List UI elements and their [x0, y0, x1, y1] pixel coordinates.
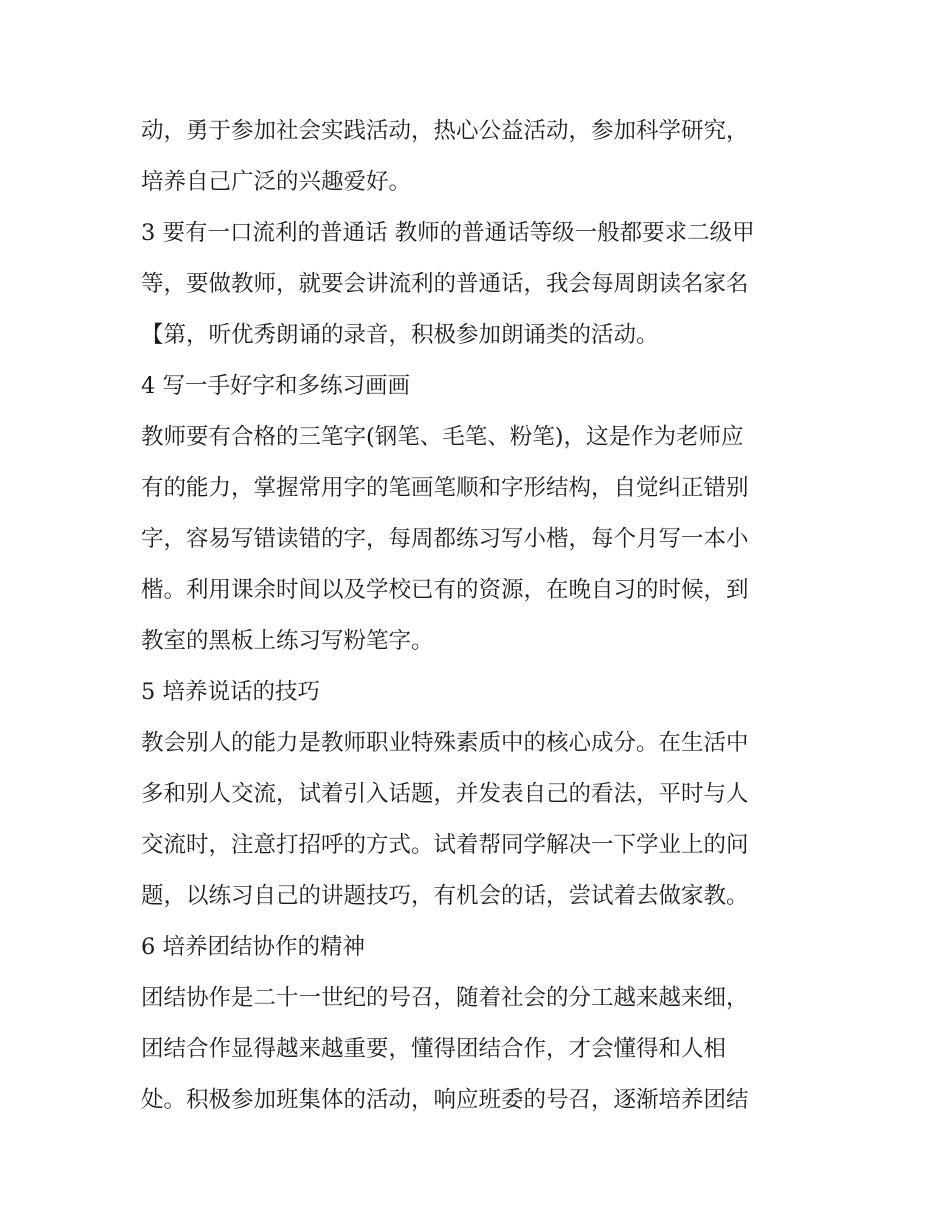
text-line: 【第，听优秀朗诵的录音，积极参加朗诵类的活动。: [141, 322, 659, 348]
section-heading: 6 培养团结协作的精神: [141, 934, 365, 960]
section-heading: 4 写一手好字和多练习画画: [141, 373, 410, 399]
text-line: 动，勇于参加社会实践活动，热心公益活动，参加科学研究，: [141, 118, 749, 144]
text-line: 交流时，注意打招呼的方式。试着帮同学解决一下学业上的问: [141, 832, 749, 858]
text-line: 等，要做教师，就要会讲流利的普通话，我会每周朗读名家名: [141, 271, 749, 297]
text-line: 楷。利用课余时间以及学校已有的资源，在晚自习的时候，到: [141, 577, 749, 603]
text-line: 团结协作是二十一世纪的号召，随着社会的分工越来越来细，: [141, 985, 749, 1011]
section-heading-line: 3 要有一口流利的普通话 教师的普通话等级一般都要求二级甲: [141, 220, 755, 246]
text-line: 多和别人交流，试着引入话题，并发表自己的看法，平时与人: [141, 781, 749, 807]
text-line: 教师要有合格的三笔字(钢笔、毛笔、粉笔)，这是作为老师应: [141, 424, 744, 450]
section-heading: 5 培养说话的技巧: [141, 679, 320, 705]
text-line: 培养自己广泛的兴趣爱好。: [141, 169, 412, 195]
text-line: 教会别人的能力是教师职业特殊素质中的核心成分。在生活中: [141, 730, 749, 756]
text-line: 教室的黑板上练习写粉笔字。: [141, 628, 434, 654]
text-line: 有的能力，掌握常用字的笔画笔顺和字形结构，自觉纠正错别: [141, 475, 749, 501]
text-line: 团结合作显得越来越重要，懂得团结合作，才会懂得和人相: [141, 1036, 727, 1062]
text-line: 题，以练习自己的讲题技巧，有机会的话，尝试着去做家教。: [141, 883, 749, 909]
text-line: 处。积极参加班集体的活动，响应班委的号召，逐渐培养团结: [141, 1087, 749, 1113]
text-line: 字，容易写错读错的字，每周都练习写小楷，每个月写一本小: [141, 526, 749, 552]
document-body: [141, 106, 821, 1126]
